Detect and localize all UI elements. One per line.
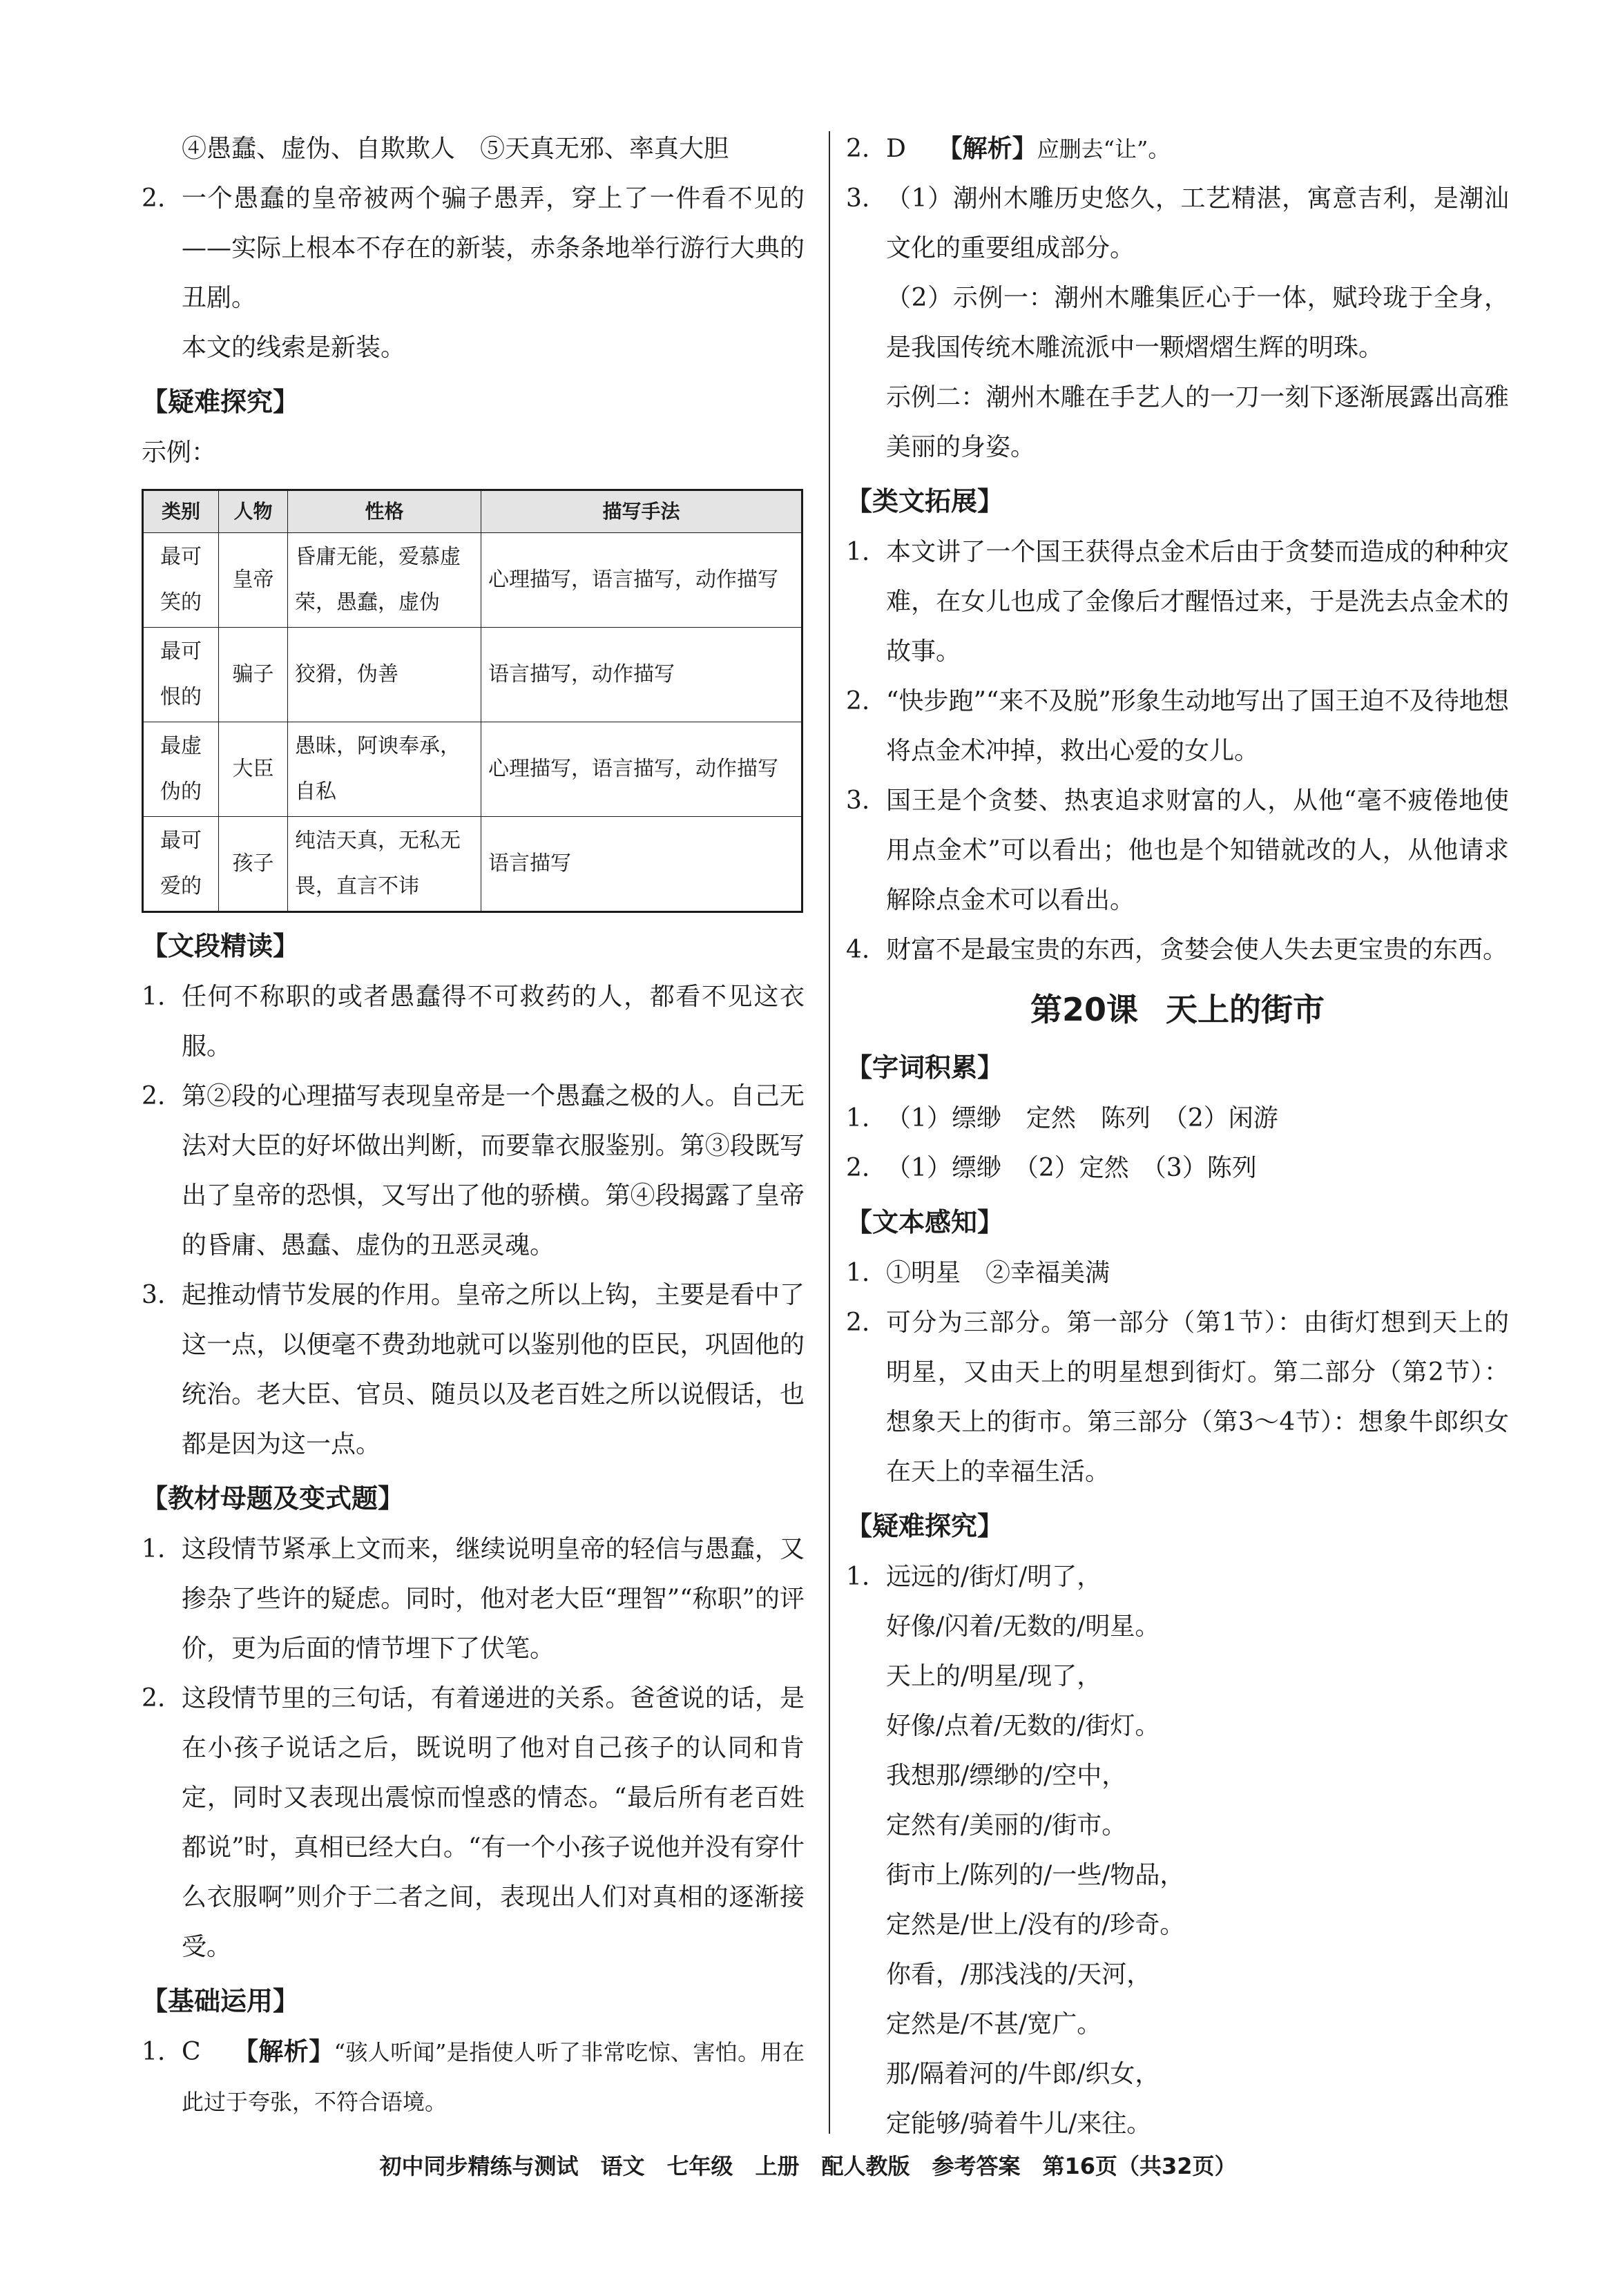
analysis-tag: 【解析】 (233, 2038, 334, 2066)
clue-line: 本文的线索是新装。 (182, 334, 406, 362)
right-column (846, 124, 1509, 2149)
answer-letter: D (886, 135, 906, 163)
poem-line: 你看，/那浅浅的/天河， (886, 1960, 1152, 1989)
poem-line: 街市上/陈列的/一些/物品， (886, 1861, 1185, 1889)
answer-text: 示例二：潮州木雕在手艺人的一刀一刻下逐渐展露出高雅美丽的身姿。 (886, 383, 1509, 461)
table-header: 描写手法 (481, 490, 802, 533)
section-heading: 【文段精读】 (142, 931, 300, 961)
list-item: 2. “快步跑”“来不及脱”形象生动地写出了国王迫不及待地想将点金术冲掉，救出心爱的女儿。 (846, 687, 1509, 765)
poem-line: 好像/点着/无数的/街灯。 (886, 1712, 1160, 1740)
lesson-title (846, 981, 1509, 1039)
poem-line: 远远的/街灯/明了， (886, 1563, 1102, 1591)
section-heading: 【基础运用】 (142, 1986, 300, 2016)
list-item: 2. 可分为三部分。第一部分（第1节）：由街灯想到天上的明星，又由天上的明星想到街灯。第二部分（第2节）：想象天上的街市。第三部分（第3～4节）：想象牛郎织女在天上的幸福生活。 (846, 1309, 1509, 1486)
list-item: 2. （1）缥缈 （2）定然 （3）陈列 (846, 1154, 1257, 1182)
list-item: 1. （1）缥缈 定然 陈列 （2）闲游 (846, 1104, 1278, 1132)
table-row: 最虚伪的 大臣 愚昧，阿谀奉承，自私 心理描写，语言描写，动作描写 (143, 722, 802, 817)
example-label: 示例： (142, 438, 217, 467)
table-row: 最可爱的 孩子 纯洁天真，无私无畏，直言不讳 语言描写 (143, 817, 802, 912)
section-heading: 【字词积累】 (846, 1052, 1004, 1083)
list-item: 1. 本文讲了一个国王获得点金术后由于贪婪而造成的种种灾难，在女儿也成了金像后才醒悟过来，于是洗去点金术的故事。 (846, 538, 1509, 666)
poem-line: 好像/闪着/无数的/明星。 (886, 1612, 1160, 1641)
table-header: 人物 (219, 490, 288, 533)
table-header: 类别 (143, 490, 219, 533)
character-table (142, 489, 803, 913)
list-item: 3. （1）潮州木雕历史悠久，工艺精湛，寓意吉利，是潮汕文化的重要组成部分。 (846, 184, 1509, 262)
list-item: 3. 起推动情节发展的作用。皇帝之所以上钩，主要是看中了这一点，以便毫不费劲地就可以鉴别他的臣民，巩固他的统治。老大臣、官员、随员以及老百姓之所以说假话，也都是因为这一点。 (142, 1281, 805, 1458)
table-row: 最可笑的 皇帝 昏庸无能，爱慕虚荣，愚蠢，虚伪 心理描写，语言描写，动作描写 (143, 533, 802, 628)
section-heading: 【疑难探究】 (142, 387, 300, 417)
poem-line: 定然是/不甚/宽广。 (886, 2010, 1102, 2038)
list-item: 2. D 【解析】应删去“让”。 (846, 135, 1171, 163)
poem-line: 定然有/美丽的/街市。 (886, 1811, 1127, 1840)
list-item: 2. 一个愚蠢的皇帝被两个骗子愚弄，穿上了一件看不见的——实际上根本不存在的新装，赤条条地举行游行大典的丑剧。 (142, 184, 805, 312)
list-item: 1. ①明星 ②幸福美满 (846, 1259, 1110, 1287)
analysis-tag: 【解析】 (937, 135, 1037, 163)
section-heading: 【类文拓展】 (846, 486, 1004, 517)
lesson-name: 天上的街市 (1166, 991, 1325, 1028)
left-column (142, 124, 805, 2127)
poem-line: 天上的/明星/现了， (886, 1662, 1102, 1690)
list-item: 1. 任何不称职的或者愚蠢得不可救药的人，都看不见这衣服。 (142, 983, 805, 1061)
list-item: 2. 第②段的心理描写表现皇帝是一个愚蠢之极的人。自己无法对大臣的好坏做出判断，而要靠衣服鉴别。第③段既写出了皇帝的恐惧，又写出了他的骄横。第④段揭露了皇帝的昏庸、愚蠢、虚伪的丑恶灵魂。 (142, 1082, 805, 1260)
analysis-text: “骇人听闻”是指使人听了非常吃惊、害怕。用在此过于夸张，不符合语境。 (182, 2039, 805, 2115)
list-item: 4. 财富不是最宝贵的东西，贪婪会使人失去更宝贵的东西。 (846, 936, 1508, 964)
list-item: 1. 远远的/街灯/明了， (846, 1552, 1509, 1602)
table-header: 性格 (288, 490, 481, 533)
list-item: 2. 这段情节里的三句话，有着递进的关系。爸爸说的话，是在小孩子说话之后，既说明了他对自己孩子的认同和肯定，同时又表现出震惊而惶惑的情态。“最后所有老百姓都说”时，真相已经大白。“有一个小孩子说他并没有穿什么衣服啊”则介于二者之间，表现出人们对真相的逐渐接受。 (142, 1684, 805, 1961)
poem-line: 定然是/世上/没有的/珍奇。 (886, 1911, 1185, 1939)
lesson-number: 第20课 (1030, 991, 1138, 1028)
column-divider (829, 131, 830, 2134)
poem-line: 我想那/缥缈的/空中， (886, 1762, 1127, 1790)
list-item: 1. 这段情节紧承上文而来，继续说明皇帝的轻信与愚蠢，又掺杂了些许的疑虑。同时，他对老大臣“理智”“称职”的评价，更为后面的情节埋下了伏笔。 (142, 1535, 805, 1663)
table-row: 最可恨的 骗子 狡猾，伪善 语言描写，动作描写 (143, 628, 802, 722)
section-heading: 【教材母题及变式题】 (142, 1483, 405, 1514)
analysis-text: 应删去“让”。 (1037, 136, 1171, 162)
table-header-row (143, 490, 802, 533)
poem-line: 那/隔着河的/牛郎/织女， (886, 2060, 1160, 2088)
list-item: 1. C 【解析】“骇人听闻”是指使人听了非常吃惊、害怕。用在此过于夸张，不符合语境。 (142, 2038, 805, 2115)
answer-line: ④愚蠢、虚伪、自欺欺人 ⑤天真无邪、率真大胆 (182, 135, 729, 163)
page-footer: 初中同步精练与测试 语文 七年级 上册 配人教版 参考答案 第16页（共32页） (379, 2153, 1237, 2179)
list-item: 3. 国王是个贪婪、热衷追求财富的人，从他“毫不疲倦地使用点金术”可以看出；他也是个知错就改的人，从他请求解除点金术可以看出。 (846, 787, 1509, 914)
poem-line: 定能够/骑着牛儿/来往。 (886, 2110, 1152, 2138)
answer-text: （2）示例一：潮州木雕集匠心于一体，赋玲珑于全身，是我国传统木雕流派中一颗熠熠生辉的明珠。 (886, 284, 1509, 362)
answer-letter: C (182, 2038, 201, 2066)
section-heading: 【疑难探究】 (846, 1511, 1004, 1541)
section-heading: 【文本感知】 (846, 1207, 1004, 1237)
